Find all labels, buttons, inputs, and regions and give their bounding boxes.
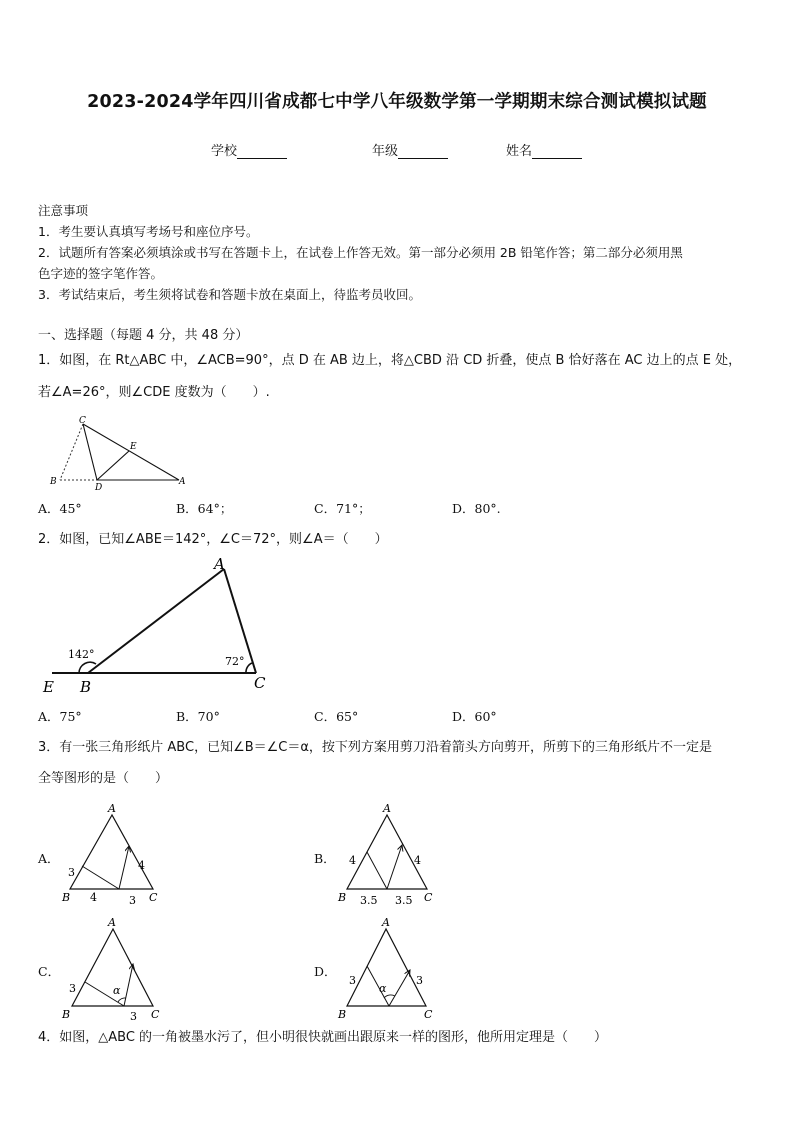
option-b[interactable]: B．64°； bbox=[176, 501, 233, 516]
label-C: C bbox=[149, 891, 158, 904]
figure-q3-d bbox=[334, 914, 444, 1022]
label-E: E bbox=[130, 442, 137, 452]
figure-q3-b bbox=[334, 800, 444, 908]
side-label: 3.5 bbox=[395, 894, 413, 907]
notice-item: 2．试题所有答案必须填涂或书写在答题卡上，在试卷上作答无效。第一部分必须用 2B 铅笔作答；第二部分必须用黑 bbox=[38, 245, 683, 260]
angle-c-label: 72° bbox=[225, 655, 245, 668]
label-B: B bbox=[62, 891, 71, 904]
label-D: D bbox=[95, 483, 103, 492]
grade-blank bbox=[398, 145, 448, 159]
figure-q3-c bbox=[58, 914, 168, 1022]
option-c[interactable]: C．65° bbox=[314, 709, 359, 724]
label-B: B bbox=[62, 1008, 71, 1021]
question-1-line2: 若∠A=26°，则∠CDE 度数为（ ）. bbox=[38, 385, 270, 400]
school-label: 学校 bbox=[211, 144, 238, 159]
figure-q3-a bbox=[58, 800, 168, 908]
side-label: 3 bbox=[129, 894, 136, 907]
name-blank bbox=[532, 145, 582, 159]
side-label: 3 bbox=[130, 1010, 137, 1022]
label-A: A bbox=[383, 802, 391, 815]
school-blank bbox=[237, 145, 287, 159]
side-label: 3 bbox=[416, 974, 423, 987]
notice-heading: 注意事项 bbox=[38, 203, 89, 218]
label-B: B bbox=[50, 477, 57, 487]
section-heading: 一、选择题（每题 4 分，共 48 分） bbox=[38, 328, 249, 343]
option-c[interactable]: C． bbox=[38, 964, 61, 979]
label-C: C bbox=[151, 1008, 160, 1021]
notice-item: 3．考试结束后，考生须将试卷和答题卡放在桌面上，待监考员收回。 bbox=[38, 287, 421, 302]
option-a[interactable]: A． bbox=[38, 851, 60, 866]
figure-q1 bbox=[45, 412, 195, 492]
option-a[interactable]: A．75° bbox=[38, 709, 82, 724]
question-3-line1: 3．有一张三角形纸片 ABC，已知∠B＝∠C＝α，按下列方案用剪刀沿着箭头方向剪开，所剪下的三角形纸片不一定是 bbox=[38, 740, 712, 755]
option-d[interactable]: D．80°. bbox=[452, 501, 501, 516]
option-a[interactable]: A．45° bbox=[38, 501, 82, 516]
label-A: A bbox=[108, 916, 116, 929]
name-field bbox=[506, 140, 582, 159]
notice-item: 色字迹的签字笔作答。 bbox=[38, 266, 164, 281]
angle-b-label: 142° bbox=[68, 648, 95, 661]
notice-block bbox=[38, 200, 763, 305]
question-2: 2．如图，已知∠ABE＝142°，∠C＝72°，则∠A＝（ ） bbox=[38, 532, 388, 547]
label-B: B bbox=[80, 678, 92, 696]
option-d[interactable]: D．60° bbox=[452, 709, 497, 724]
label-C: C bbox=[424, 1008, 433, 1021]
school-field bbox=[211, 140, 287, 159]
angle-label: α bbox=[379, 982, 387, 995]
label-C: C bbox=[254, 674, 266, 692]
side-label: 3.5 bbox=[360, 894, 378, 907]
question-1 bbox=[38, 349, 768, 404]
label-A: A bbox=[214, 555, 225, 573]
question-3-line2: 全等图形的是（ ） bbox=[38, 771, 169, 786]
name-label: 姓名 bbox=[506, 144, 533, 159]
option-b[interactable]: B． bbox=[314, 851, 336, 866]
label-C: C bbox=[424, 891, 433, 904]
angle-label: α bbox=[113, 984, 121, 997]
option-d[interactable]: D． bbox=[314, 964, 337, 979]
side-label: 4 bbox=[138, 859, 145, 872]
label-B: B bbox=[338, 891, 347, 904]
grade-label: 年级 bbox=[372, 144, 399, 159]
label-A: A bbox=[108, 802, 116, 815]
label-C: C bbox=[79, 416, 86, 426]
question-3 bbox=[38, 736, 768, 790]
side-label: 4 bbox=[349, 854, 356, 867]
page-title: 2023-2024学年四川省成都七中学八年级数学第一学期期末综合测试模拟试题 bbox=[87, 92, 707, 112]
label-B: B bbox=[338, 1008, 347, 1021]
grade-field bbox=[372, 140, 448, 159]
side-label: 3 bbox=[68, 866, 75, 879]
side-label: 4 bbox=[414, 854, 421, 867]
label-A: A bbox=[179, 477, 186, 487]
side-label: 3 bbox=[69, 982, 76, 995]
side-label: 3 bbox=[349, 974, 356, 987]
notice-item: 1．考生要认真填写考场号和座位序号。 bbox=[38, 224, 259, 239]
option-b[interactable]: B．70° bbox=[176, 709, 220, 724]
side-label: 4 bbox=[90, 891, 97, 904]
label-A: A bbox=[382, 916, 390, 929]
question-4: 4．如图，△ABC 的一角被墨水污了，但小明很快就画出跟原来一样的图形，他所用定理是（ ） bbox=[38, 1030, 608, 1045]
question-1-line1: 1．如图，在 Rt△ABC 中，∠ACB=90°，点 D 在 AB 边上，将△CBD 沿 CD 折叠，使点 B 恰好落在 AC 边上的点 E 处， bbox=[38, 353, 742, 368]
label-E: E bbox=[43, 678, 54, 696]
option-c[interactable]: C．71°； bbox=[314, 501, 371, 516]
figure-q2 bbox=[38, 552, 278, 697]
